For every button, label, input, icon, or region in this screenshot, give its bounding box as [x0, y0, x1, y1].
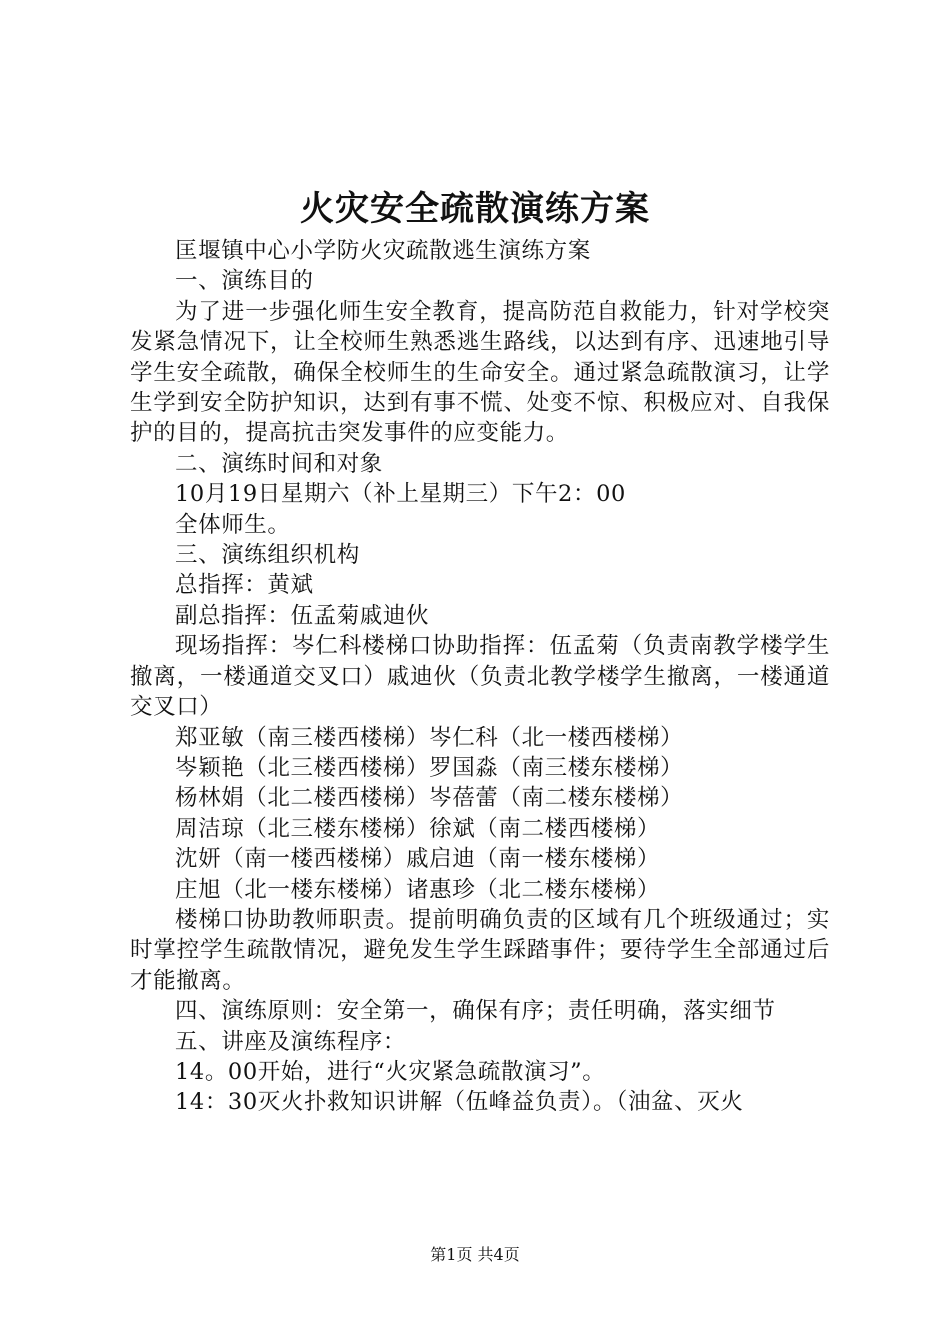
paragraph-staff-1: 郑亚敏（南三楼西楼梯）岑仁科（北一楼西楼梯）: [175, 724, 684, 751]
paragraph-duties: 楼梯口协助教师职责。提前明确负责的区域有几个班级通过；实时掌控学生疏散情况，避免发生学生踩踏事件；要待学生全部通过后才能撤离。: [130, 906, 830, 994]
document-body: [130, 236, 830, 1118]
paragraph-section-3-heading: 三、演练组织机构: [175, 542, 360, 569]
paragraph-section-4: 四、演练原则：安全第一，确保有序；责任明确，落实细节: [175, 998, 776, 1025]
paragraph-staff-3: 杨林娟（北二楼西楼梯）岑蓓蕾（南二楼东楼梯）: [175, 785, 684, 812]
paragraph-chief-commander: 总指挥：黄斌: [175, 572, 314, 599]
paragraph-staff-6: 庄旭（北一楼东楼梯）诸惠珍（北二楼东楼梯）: [175, 876, 661, 903]
paragraph-section-2-heading: 二、演练时间和对象: [175, 450, 383, 477]
paragraph-staff-4: 周洁琼（北三楼东楼梯）徐斌（南二楼西楼梯）: [175, 815, 661, 842]
paragraph-staff-2: 岑颖艳（北三楼西楼梯）罗国淼（南三楼东楼梯）: [175, 754, 684, 781]
paragraph-schedule-2: 14：30灭火扑救知识讲解（伍峰益负责）。（油盆、灭火: [175, 1089, 744, 1116]
paragraph-deputy-commander: 副总指挥：伍孟菊戚迪伙: [175, 602, 430, 629]
document-title: 火灾安全疏散演练方案: [300, 189, 650, 229]
paragraph-participants: 全体师生。: [175, 511, 291, 538]
paragraph-schedule-1: 14。00开始，进行“火灾紧急疏散演习”。: [175, 1058, 606, 1085]
paragraph-staff-5: 沈妍（南一楼西楼梯）戚启迪（南一楼东楼梯）: [175, 846, 661, 873]
paragraph-site-commander: 现场指挥：岑仁科楼梯口协助指挥：伍孟菊（负责南教学楼学生撤离，一楼通道交叉口）戚迪伙（负责北教学楼学生撤离，一楼通道交叉口）: [130, 633, 830, 721]
paragraph-section-1-heading: 一、演练目的: [175, 268, 314, 295]
paragraph-time: 10月19日星期六（补上星期三）下午2：00: [175, 481, 626, 508]
page-footer: 第1页 共4页: [430, 1245, 520, 1264]
paragraph-section-5-heading: 五、讲座及演练程序：: [175, 1028, 407, 1055]
paragraph-purpose: 为了进一步强化师生安全教育，提高防范自救能力，针对学校突发紧急情况下，让全校师生熟悉逃生路线，以达到有序、迅速地引导学生安全疏散，确保全校师生的生命安全。通过紧急疏散演习，让学生学到安全防护知识，达到有事不慌、处变不惊、积极应对、自我保护的目的，提高抗击突发事件的应变能力。: [130, 298, 830, 447]
paragraph-subtitle: 匡堰镇中心小学防火灾疏散逃生演练方案: [175, 238, 591, 264]
